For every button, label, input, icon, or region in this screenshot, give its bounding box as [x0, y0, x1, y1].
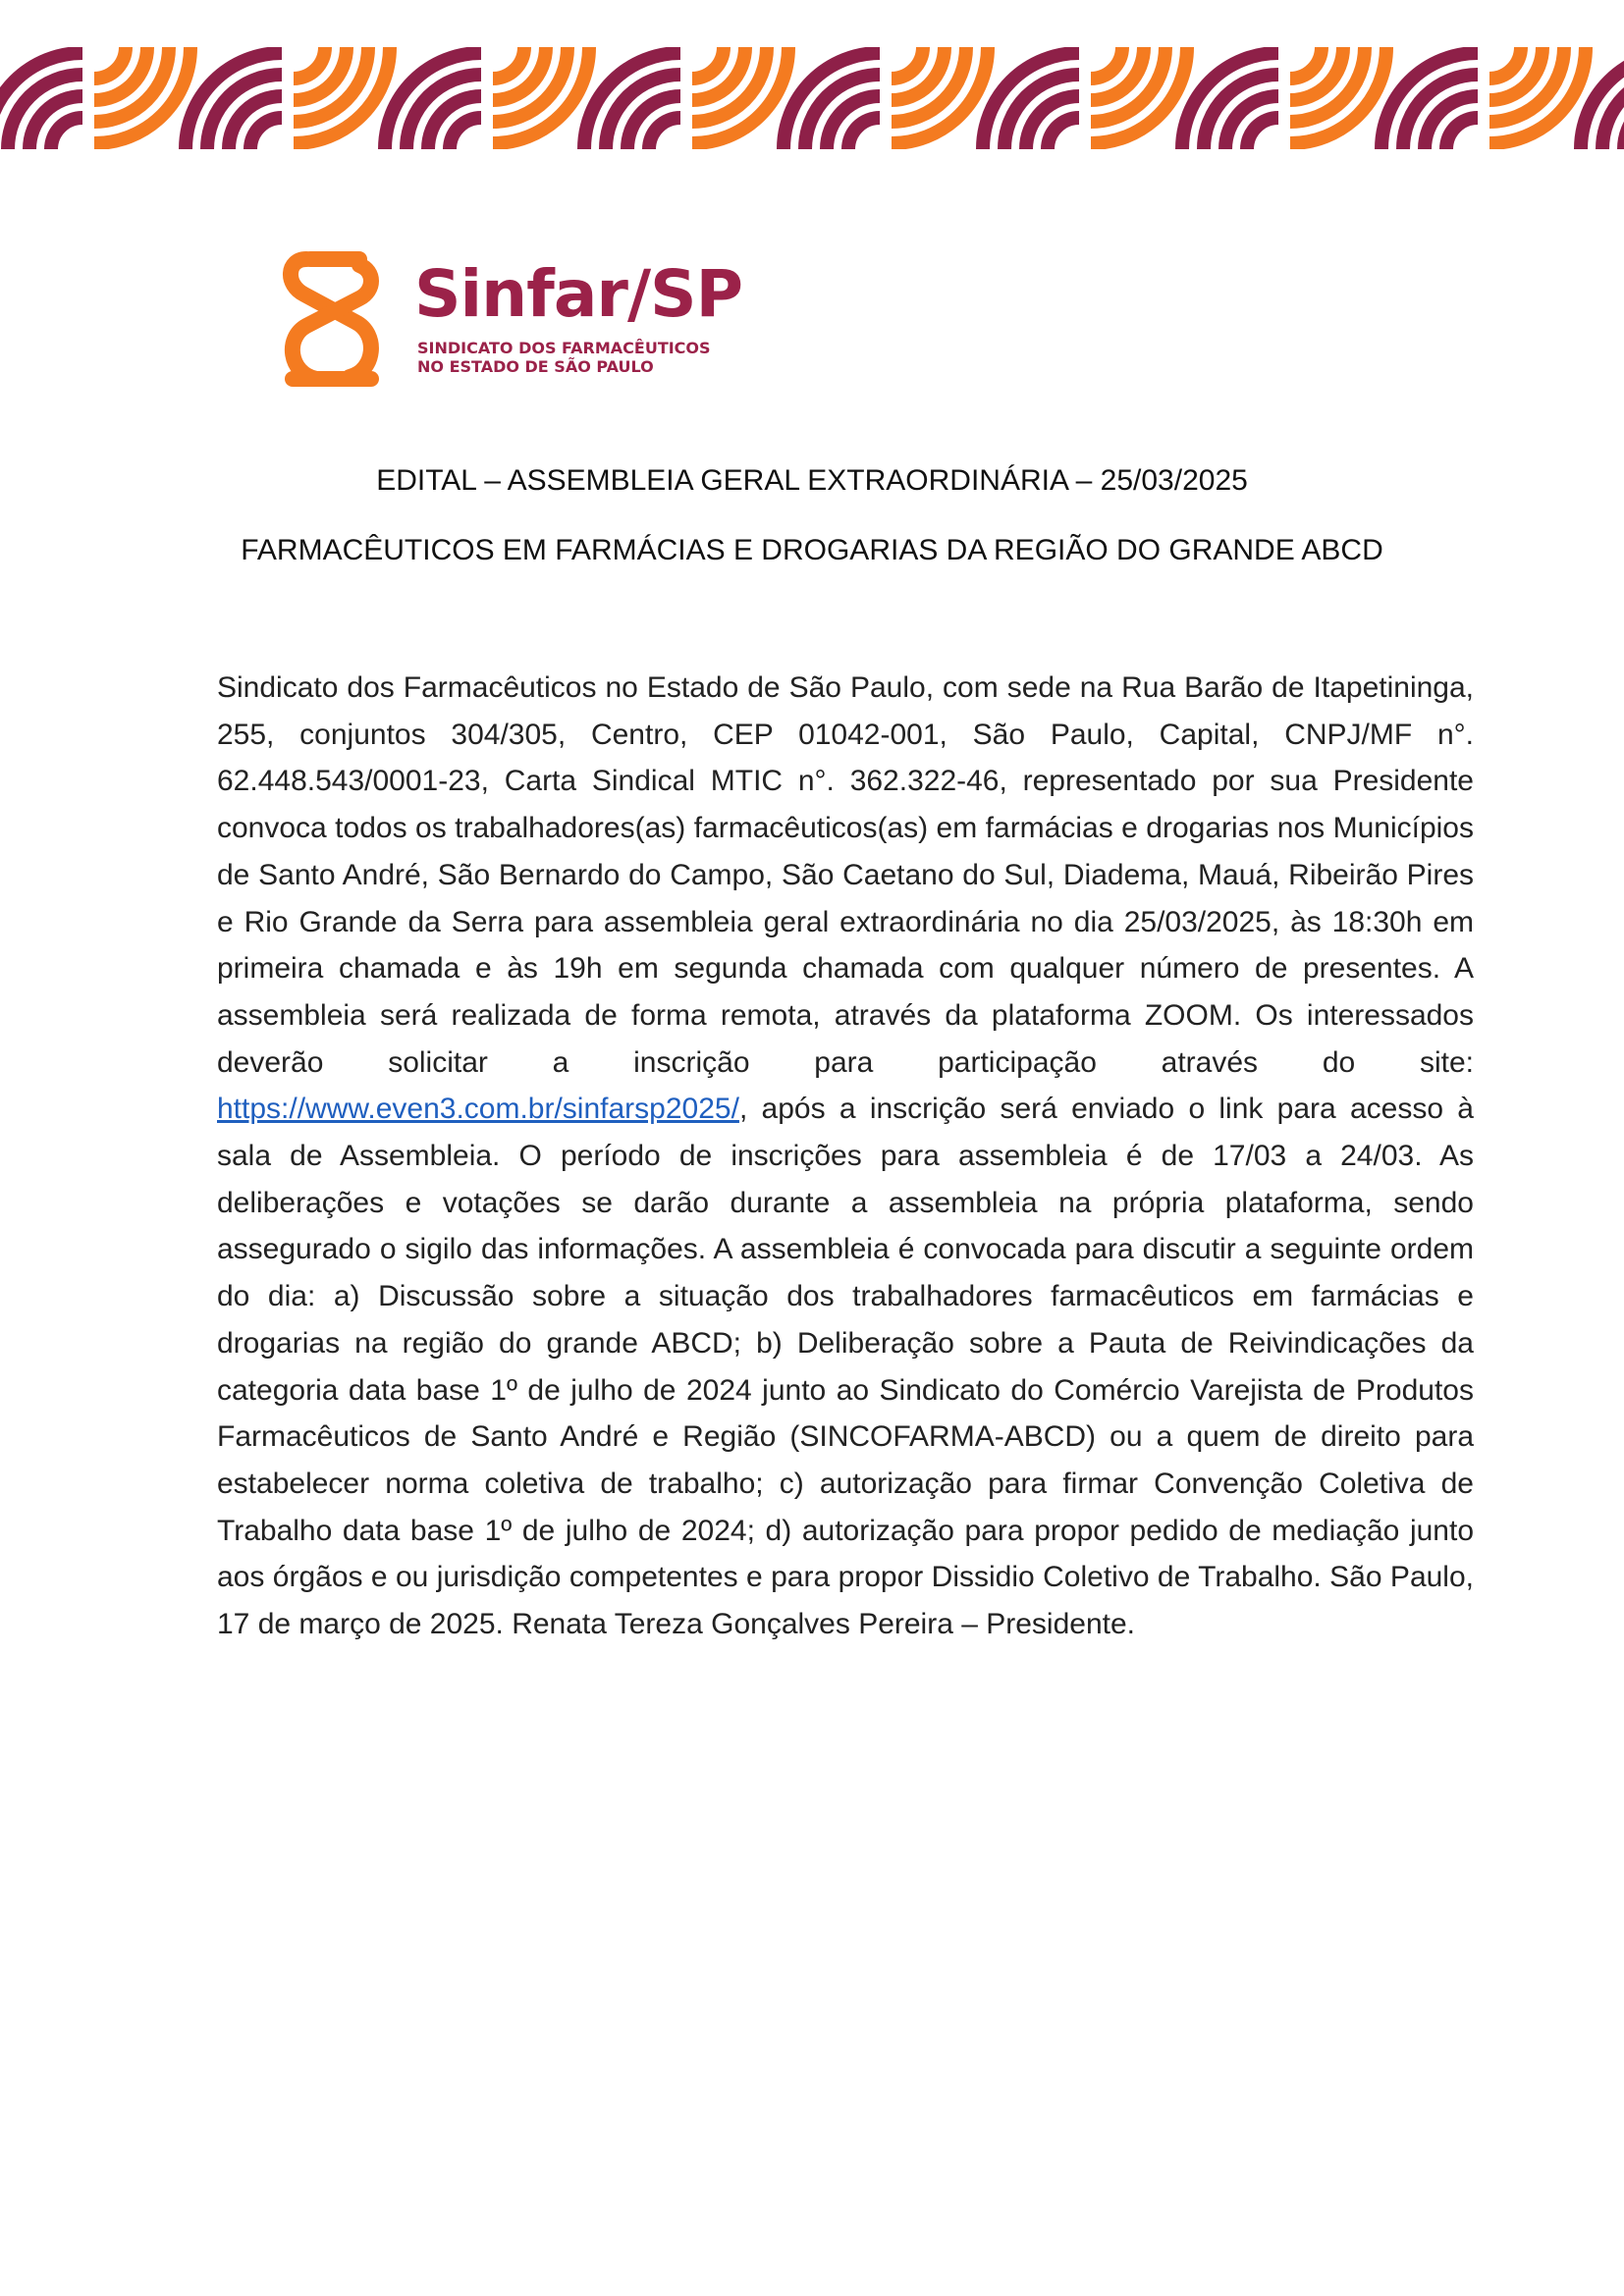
banner-arc-orange-0-3 [94, 47, 126, 79]
body-text-part2: , após a inscrição será enviado o link para acesso à sala de Assembleia. O período de inscrições para assembleia é de 17/03 a 24/03. As deliberações e votações se darão durante a assembleia na própria plataforma, sendo assegurado o sigilo das informações. A assembleia é convocada para discutir a seguinte ordem do dia: a) Discussão sobre a situação dos trabalhadores farmacêuticos em farmácias e drogarias na região do grande ABCD; b) Deliberação sobre a Pauta de Reivindicações da categoria data base 1º de julho de 2024 junto ao Sindicato do Comércio Varejista de Produtos Farmacêuticos de Santo André e Região (SINCOFARMA-ABCD) ou a quem de direito para estabelecer norma coletiva de trabalho; c) autorização para firmar Convenção Coletiva de Trabalho data base 1º de julho de 2024; d) autorização para propor pedido de mediação junto aos órgãos e ou jurisdição competentes e para propor Dissidio Coletivo de Trabalho. São Paulo, 17 de março de 2025. Renata Tereza Gonçalves Pereira – Presidente. [217, 1093, 1474, 1641]
sinfar-logo [277, 245, 827, 393]
logo-subtitle-line1: SINDICATO DOS FARMACÊUTICOS [417, 339, 711, 357]
document-subtitle: FARMACÊUTICOS EM FARMÁCIAS E DROGARIAS DA REGIÃO DO GRANDE ABCD [241, 534, 1383, 566]
banner-arc-orange-1-3 [294, 47, 325, 79]
banner-arc-orange-3-3 [692, 47, 724, 79]
banner-arc-orange-4-3 [892, 47, 923, 79]
logo-subtitle-line2: NO ESTADO DE SÃO PAULO [417, 357, 654, 376]
banner-arc-orange-7-3 [1489, 47, 1521, 79]
banner-arc-wine-0-3 [51, 118, 82, 149]
banner-arc-orange-2-3 [493, 47, 524, 79]
banner-arc-wine-5-3 [1048, 118, 1079, 149]
decorative-arc-banner [0, 0, 1624, 167]
banner-arc-wine-1-3 [250, 118, 282, 149]
edital-body-paragraph [217, 665, 1474, 1648]
body-text-part1: Sindicato dos Farmacêuticos no Estado de São Paulo, com sede na Rua Barão de Itapetininga, 255, conjuntos 304/305, Centro, CEP 01042-001, São Paulo, Capital, CNPJ/MF n°. 62.448.543/0001-23, Carta Sindical MTIC n°. 362.322-46, representado por sua Presidente convoca todos os trabalhadores(as) farmacêuticos(as) em farmácias e drogarias nos Municípios de Santo André, São Bernardo do Campo, São Caetano do Sul, Diadema, Mauá, Ribeirão Pires e Rio Grande da Serra para assembleia geral extraordinária no dia 25/03/2025, às 18:30h em primeira chamada e às 19h em segunda chamada com qualquer número de presentes. A assembleia será realizada de forma remota, através da plataforma ZOOM. Os interessados deverão solicitar a inscrição para participação através do site: [217, 671, 1474, 1079]
banner-arc-wine-7-3 [1446, 118, 1478, 149]
sinfar-logo-mark-icon [277, 245, 387, 393]
banner-arc-orange-5-3 [1091, 47, 1122, 79]
banner-arc-wine-3-3 [649, 118, 680, 149]
document-title: EDITAL – ASSEMBLEIA GERAL EXTRAORDINÁRIA – 25/03/2025 [376, 464, 1248, 497]
banner-arc-wine-4-3 [848, 118, 880, 149]
banner-arc-wine-2-3 [450, 118, 481, 149]
logo-wordmark: Sinfar/SP [414, 256, 742, 332]
banner-arc-orange-6-3 [1290, 47, 1322, 79]
registration-link[interactable]: https://www.even3.com.br/sinfarsp2025/ [217, 1093, 739, 1126]
banner-arc-wine-6-3 [1247, 118, 1278, 149]
